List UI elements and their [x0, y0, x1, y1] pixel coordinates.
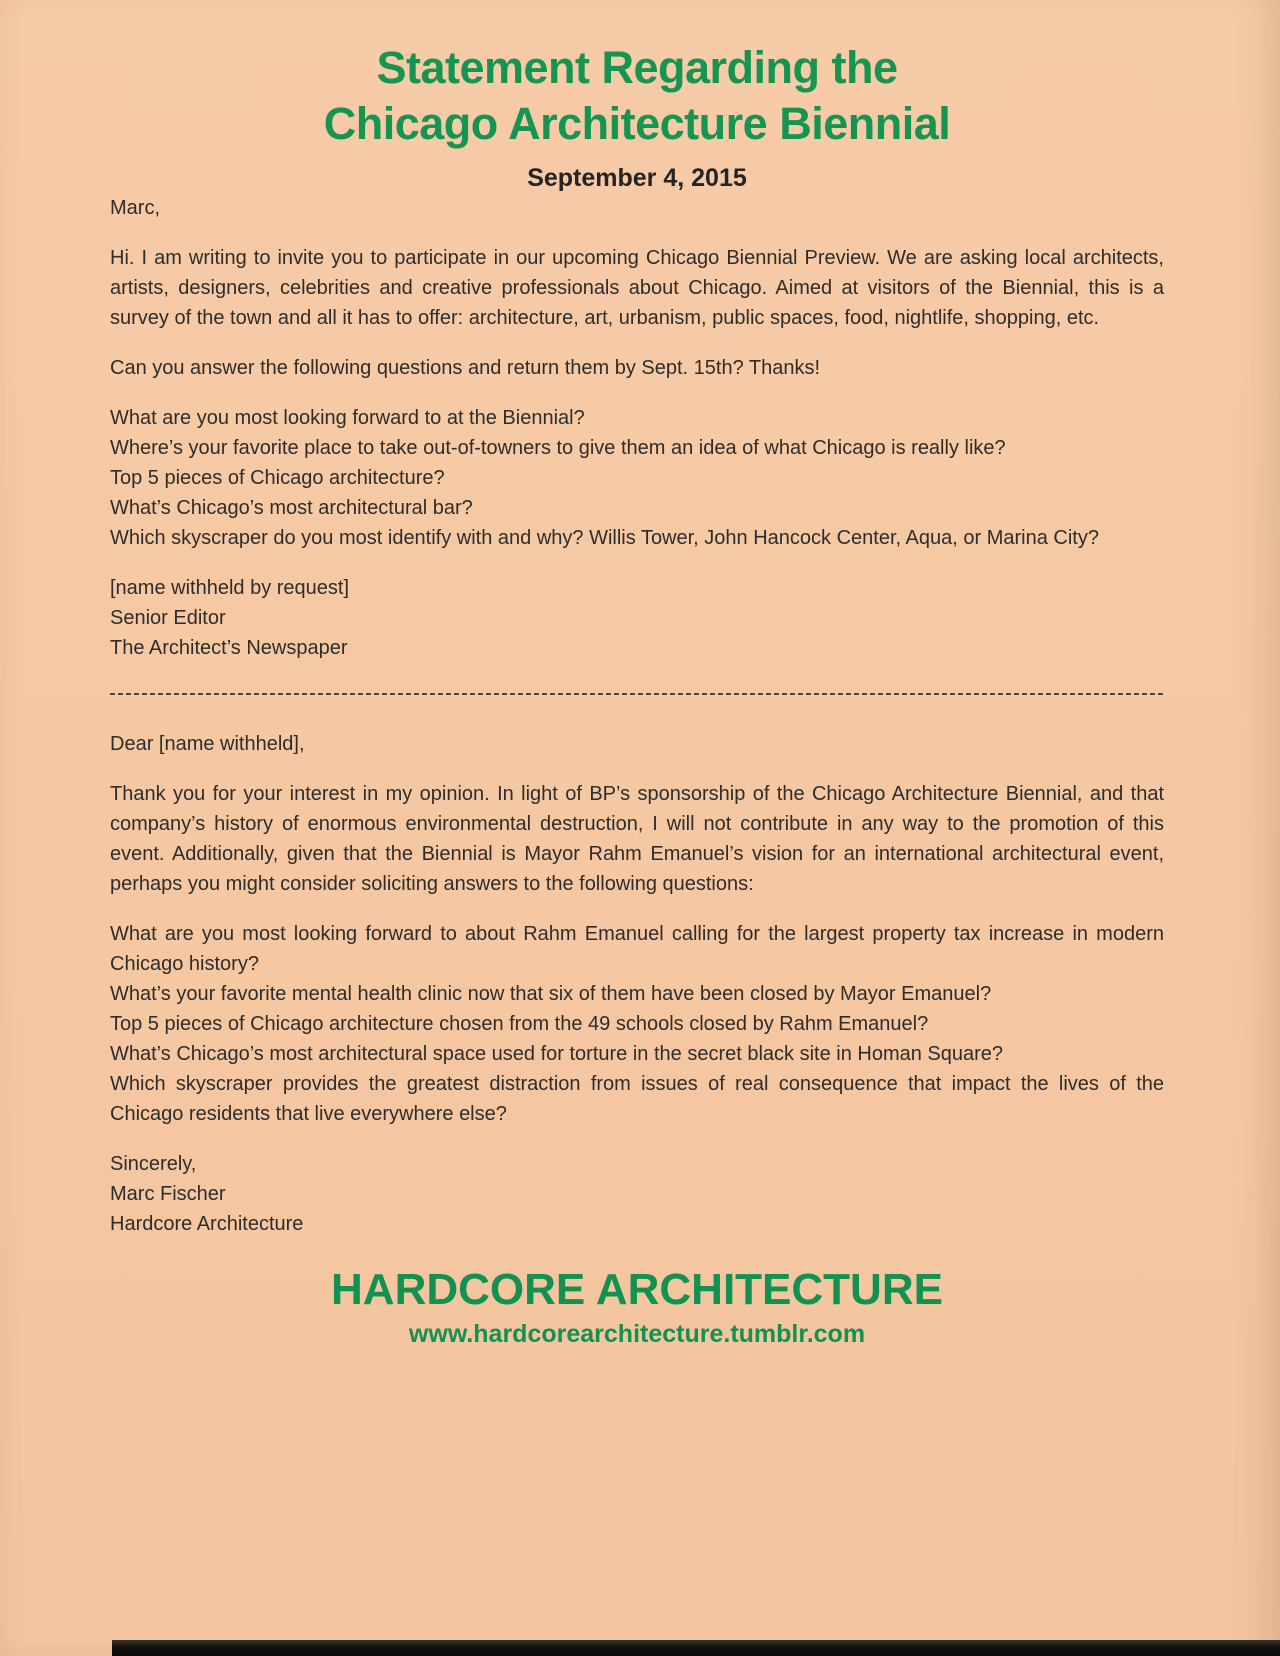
page-title-line-1: Statement Regarding the	[376, 42, 898, 93]
question-line: Where’s your favorite place to take out-of-towners to give them an idea of what Chicago is really like?	[110, 437, 1006, 459]
letter-1-salutation: Marc,	[110, 197, 160, 219]
closing-line: Hardcore Architecture	[110, 1213, 304, 1235]
letter-1-request-paragraph: Can you answer the following questions and return them by Sept. 15th? Thanks!	[110, 357, 821, 379]
signature-line: The Architect’s Newspaper	[110, 637, 348, 659]
question-line: What are you most looking forward to about Rahm Emanuel calling for the largest property tax increase in modern Chicago history?	[110, 923, 1164, 975]
closing-line: Sincerely,	[110, 1153, 197, 1175]
signature-line: [name withheld by request]	[110, 577, 350, 599]
letter-1-questions	[110, 403, 1164, 553]
letter-2-salutation: Dear [name withheld],	[110, 733, 305, 755]
question-line: Top 5 pieces of Chicago architecture?	[110, 467, 445, 489]
footer	[110, 1265, 1164, 1349]
dashed-divider	[110, 693, 1164, 695]
footer-url: www.hardcorearchitecture.tumblr.com	[408, 1320, 866, 1348]
question-line: Top 5 pieces of Chicago architecture chosen from the 49 schools closed by Rahm Emanuel?	[110, 1013, 929, 1035]
page-title	[110, 40, 1164, 152]
letter-1-intro-paragraph: Hi. I am writing to invite you to participate in our upcoming Chicago Biennial Preview. We are asking local architects, artists, designers, celebrities and creative professionals about Chicago. Aimed at visitors of the Biennial, this is a survey of the town and all it has to offer: architecture, art, urbanism, public spaces, food, nightlife, shopping, etc.	[110, 247, 1164, 329]
question-line: Which skyscraper provides the greatest distraction from issues of real consequence that impact the lives of the Chicago residents that live everywhere else?	[110, 1073, 1164, 1125]
document-date: September 4, 2015	[527, 164, 747, 192]
question-line: What’s Chicago’s most architectural space used for torture in the secret black site in Homan Square?	[110, 1043, 1004, 1065]
letter-2-closing	[110, 1149, 1164, 1239]
letter-2	[110, 729, 1164, 1239]
letter-1-signature	[110, 573, 1164, 663]
question-line: What’s your favorite mental health clinic now that six of them have been closed by Mayor Emanuel?	[110, 983, 992, 1005]
scan-edge-artifact	[112, 1640, 1280, 1656]
letter-1	[110, 193, 1164, 663]
question-line: Which skyscraper do you most identify with and why? Willis Tower, John Hancock Center, Aqua, or Marina City?	[110, 527, 1099, 549]
footer-brand: HARDCORE ARCHITECTURE	[331, 1265, 943, 1314]
closing-line: Marc Fischer	[110, 1183, 226, 1205]
page-title-line-2: Chicago Architecture Biennial	[323, 98, 951, 149]
signature-line: Senior Editor	[110, 607, 226, 629]
letter-2-questions	[110, 919, 1164, 1129]
question-line: What are you most looking forward to at the Biennial?	[110, 407, 585, 429]
letter-2-body-paragraph: Thank you for your interest in my opinion. In light of BP’s sponsorship of the Chicago Architecture Biennial, and that company’s history of enormous environmental destruction, I will not contribute in any way to the promotion of this event. Additionally, given that the Biennial is Mayor Rahm Emanuel’s vision for an international architectural event, perhaps you might consider soliciting answers to the following questions:	[110, 783, 1164, 895]
question-line: What’s Chicago’s most architectural bar?	[110, 497, 473, 519]
